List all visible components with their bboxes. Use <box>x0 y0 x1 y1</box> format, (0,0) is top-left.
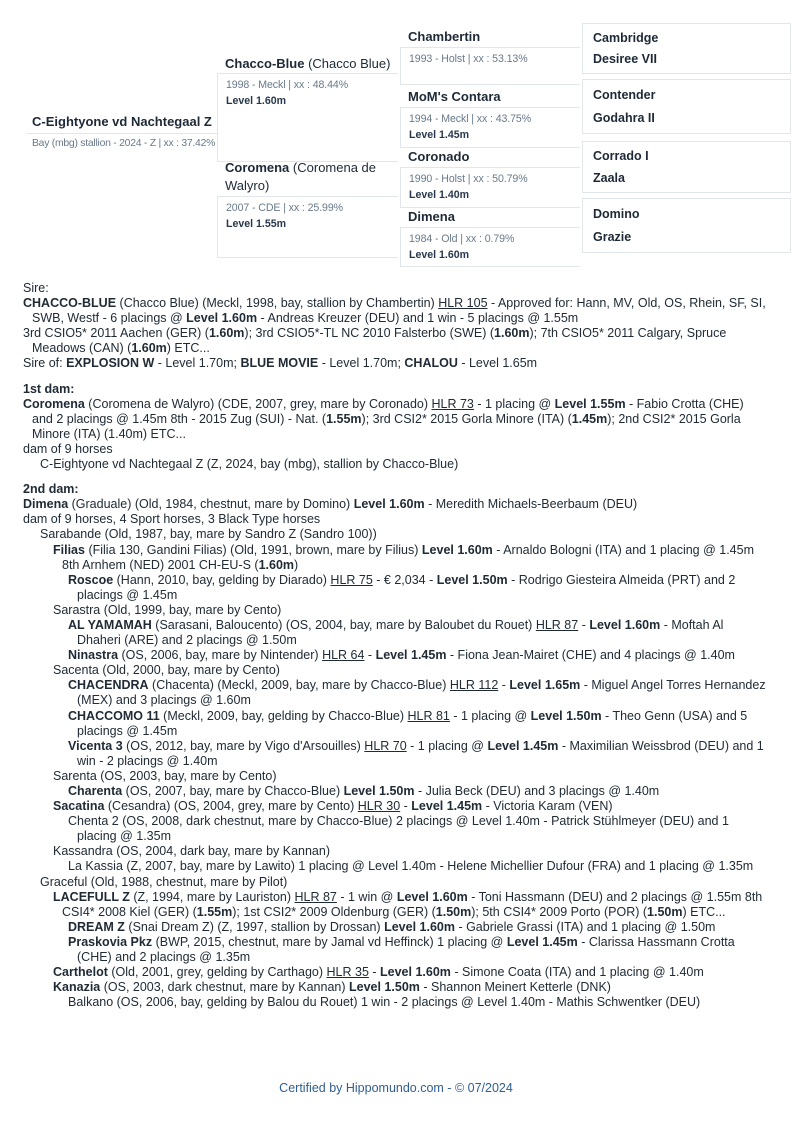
text-segment: (OS, 2012, bay, mare by Vigo d'Arsouilles) <box>122 738 365 753</box>
text-segment: Level 1.50m <box>436 572 508 587</box>
text-segment: - 1 placing @ <box>473 396 555 411</box>
gen3-name-dimena: Dimena <box>408 209 455 224</box>
gen3-info-box-moms-contara <box>400 107 580 148</box>
text-segment: 1.55m <box>196 904 233 919</box>
gen4-box-1 <box>582 23 791 74</box>
text-segment: ) ETC... <box>166 341 210 356</box>
text-section <box>23 382 766 473</box>
text-segment: 1.60m <box>494 326 530 341</box>
hlr-link[interactable]: HLR 105 <box>438 296 488 311</box>
text-segment: Level 1.45m <box>375 648 447 663</box>
text-segment: (Snai Dream Z) (Z, 1997, stallion by Drossan) <box>124 919 385 934</box>
text-segment: Level 1.60m <box>353 497 425 512</box>
hlr-link[interactable]: HLR 75 <box>330 572 373 587</box>
section-heading: 2nd dam: <box>23 482 79 497</box>
text-segment: (Filia 130, Gandini Filias) (Old, 1991, brown, mare by Filius) <box>84 542 422 557</box>
pedigree-text-line <box>23 543 766 573</box>
gen3-info-box-dimena <box>400 227 580 267</box>
pedigree-text-line <box>23 603 766 618</box>
pedigree-text-line <box>23 769 766 784</box>
gen4-box-2 <box>582 79 791 134</box>
pedigree-text-line <box>23 799 766 814</box>
text-segment: - <box>368 965 381 980</box>
pedigree-text-line <box>23 497 766 512</box>
pedigree-text-line <box>23 573 766 603</box>
dam-info: 2007 - CDE | xx : 25.99% <box>226 202 343 214</box>
text-segment: - Julia Beck (DEU) and 3 placings @ 1.40m <box>414 784 660 798</box>
text-segment: (OS, 2006, bay, mare by Nintender) <box>118 648 323 663</box>
text-segment: - Level 1.70m; <box>154 356 241 371</box>
text-segment: 1.60m <box>208 326 245 341</box>
text-segment: Level 1.50m <box>530 708 602 723</box>
text-segment: - Andreas Kreuzer (DEU) and 1 win - 5 placings @ 1.55m <box>257 311 579 326</box>
section-heading: Sire: <box>23 281 49 295</box>
gen3-name-coronado: Coronado <box>408 149 470 164</box>
pedigree-text-line <box>23 859 766 874</box>
text-segment: 3rd CSIO5* 2011 Aachen (GER) ( <box>23 326 209 341</box>
text-segment: - Gabriele Grassi (ITA) and 1 placing @ 1.50m <box>454 919 716 934</box>
section-heading: 1st dam: <box>23 381 75 396</box>
text-segment: - <box>498 678 510 693</box>
pedigree-text-line <box>23 512 766 527</box>
pedigree-text-line <box>23 356 766 371</box>
text-segment: - € 2,034 - <box>372 572 437 587</box>
pedigree-text-line <box>23 296 766 326</box>
text-segment: dam of 9 horses <box>23 441 113 456</box>
text-segment: ); 7th CSIO5* 2011 Calgary, Spruce Meadows (CAN) ( <box>32 326 727 356</box>
text-segment: Sacatina <box>53 799 105 814</box>
pedigree-text-line <box>23 527 766 542</box>
gen3-level: Level 1.60m <box>409 249 470 261</box>
text-segment: - Clarissa Hassmann Crotta (CHE) and 2 placings @ 1.35m <box>77 934 735 965</box>
gen4-box-4 <box>582 198 791 253</box>
text-segment: - Fabio Crotta (CHE) and 2 placings @ 1.45m 8th - 2015 Zug (SUI) - Nat. ( <box>32 396 744 426</box>
text-segment: (Cesandra) (OS, 2004, grey, mare by Cento) <box>104 799 358 814</box>
text-segment: (Coromena de Walyro) (CDE, 2007, grey, mare by Coronado) <box>84 396 432 411</box>
text-segment: Vicenta 3 <box>68 738 123 753</box>
hlr-link[interactable]: HLR 64 <box>322 648 365 663</box>
text-segment: Level 1.60m <box>589 617 661 632</box>
text-segment: BLUE MOVIE <box>240 356 319 371</box>
pedigree-text-line <box>23 397 766 442</box>
text-segment: Level 1.45m <box>506 934 578 949</box>
pedigree-text-line <box>23 920 766 935</box>
pedigree-text-line <box>23 326 766 356</box>
text-segment: ); 1st CSI2* 2009 Oldenburg (GER) ( <box>232 904 436 919</box>
text-segment: - Level 1.70m; <box>318 356 405 371</box>
text-segment: Carthelot <box>53 965 108 980</box>
hlr-link[interactable]: HLR 70 <box>364 738 407 753</box>
text-segment: EXPLOSION W <box>66 356 155 371</box>
text-section <box>23 281 766 372</box>
hlr-link[interactable]: HLR 73 <box>431 396 474 411</box>
hlr-link[interactable]: HLR 112 <box>449 678 499 693</box>
gen4-dam: Godahra II <box>593 110 655 125</box>
gen4-sire: Contender <box>593 88 656 103</box>
text-segment: Charenta <box>68 784 123 798</box>
text-segment: 1.60m <box>131 341 167 356</box>
text-segment: ); 5th CSI4* 2009 Porto (POR) ( <box>471 904 648 919</box>
text-segment: ) <box>294 557 299 572</box>
text-segment: (Chacenta) (Meckl, 2009, bay, mare by Chacco-Blue) <box>148 678 450 693</box>
hlr-link[interactable]: HLR 87 <box>535 617 579 632</box>
text-segment: Level 1.45m <box>487 738 559 753</box>
gen4-sire: Domino <box>593 207 640 222</box>
text-segment: CHACENDRA <box>68 678 149 693</box>
gen3-name-moms-contara: MoM's Contara <box>408 89 501 104</box>
text-segment: - <box>364 648 376 663</box>
text-segment: - Arnaldo Bologni (ITA) and 1 placing @ 1.45m 8th Arnhem (NED) 2001 CH-EU-S ( <box>62 542 755 572</box>
dam-name-main: Coromena <box>225 160 290 175</box>
pedigree-text-line <box>23 663 766 678</box>
text-segment: Sire of: <box>23 356 67 371</box>
pedigree-text-line <box>23 442 766 457</box>
sire-level: Level 1.60m <box>226 95 287 107</box>
sire-name <box>225 55 390 72</box>
pedigree-text-line <box>23 935 766 965</box>
gen4-dam: Zaala <box>593 170 625 185</box>
text-segment: LACEFULL Z <box>53 889 130 904</box>
certification-link[interactable]: Certified by Hippomundo.com - © 07/2024 <box>279 1081 513 1095</box>
text-segment: C-Eightyone vd Nachtegaal Z (Z, 2024, bay (mbg), stallion by Chacco-Blue) <box>40 457 459 472</box>
gen3-info: 1984 - Old | xx : 0.79% <box>409 233 515 245</box>
sire-name-alias: (Chacco Blue) <box>308 56 391 71</box>
text-segment: Coromena <box>23 396 85 411</box>
text-segment: - <box>578 617 590 632</box>
text-segment: Level 1.55m <box>554 396 626 411</box>
text-segment: Level 1.60m <box>380 965 451 980</box>
text-segment: - Shannon Meinert Ketterle (DNK) <box>419 980 611 995</box>
pedigree-chart <box>0 0 792 272</box>
text-segment: CHACCOMO 11 <box>68 708 160 723</box>
pedigree-text-line <box>23 618 766 648</box>
text-segment: Dimena <box>23 497 69 512</box>
gen4-sire: Corrado I <box>593 149 649 164</box>
subject-info-box <box>27 133 217 150</box>
dam-level: Level 1.55m <box>226 218 287 230</box>
pedigree-text-line <box>23 814 766 844</box>
pedigree-text-line <box>23 648 766 663</box>
text-segment: 1.50m <box>435 904 472 919</box>
text-segment: Sarastra (Old, 1999, bay, mare by Cento) <box>53 602 282 617</box>
text-segment: dam of 9 horses, 4 Sport horses, 3 Black Type horses <box>23 512 321 527</box>
dam-name <box>225 159 397 194</box>
text-segment: - 1 placing @ <box>406 738 488 753</box>
pedigree-text-line <box>23 875 766 890</box>
pedigree-text-line <box>23 457 766 472</box>
certification-footer <box>0 1081 792 1095</box>
text-segment: ); 3rd CSI2* 2015 Gorla Minore (ITA) ( <box>361 411 572 426</box>
text-segment: - Approved for: Hann, MV, Old, OS, Rhein, SF, SI, SWB, Westf - 6 placings @ <box>32 296 766 326</box>
text-segment: - Moftah Al Dhaheri (ARE) and 2 placings @ 1.50m <box>77 617 724 648</box>
text-segment: - Simone Coata (ITA) and 1 placing @ 1.40m <box>450 965 704 980</box>
text-segment: La Kassia (Z, 2007, bay, mare by Lawito) 1 placing @ Level 1.40m - Helene Michellier Dufour (FRA) and 1 placing @ 1.35m <box>68 859 754 874</box>
text-segment: (Meckl, 2009, bay, gelding by Chacco-Blue) <box>159 708 408 723</box>
pedigree-text-line <box>23 709 766 739</box>
gen4-dam: Desiree VII <box>593 52 657 66</box>
text-segment: 1.55m <box>326 411 362 426</box>
text-segment: Level 1.60m <box>421 542 493 557</box>
hlr-link[interactable]: HLR 35 <box>326 965 369 980</box>
text-segment: - Theo Genn (USA) and 5 placings @ 1.45m <box>77 708 748 738</box>
pedigree-text-line <box>23 844 766 859</box>
text-segment: (Chacco Blue) (Meckl, 1998, bay, stallion by Chambertin) <box>116 296 439 311</box>
gen4-dam: Grazie <box>593 229 632 244</box>
text-segment: - Rodrigo Giesteira Almeida (PRT) and 2 placings @ 1.45m <box>77 572 736 602</box>
text-segment: (BWP, 2015, chestnut, mare by Jamal vd Heffinck) 1 placing @ <box>152 934 507 949</box>
text-segment: Graceful (Old, 1988, chestnut, mare by Pilot) <box>40 874 288 889</box>
text-segment: ); 2nd CSI2* 2015 Gorla Minore (ITA) (1.40m) ETC... <box>32 411 741 441</box>
pedigree-text-line <box>23 678 766 708</box>
gen3-level: Level 1.40m <box>409 189 470 201</box>
pedigree-text-line <box>23 995 766 1010</box>
text-segment: Sacenta (Old, 2000, bay, mare by Cento) <box>53 663 280 678</box>
text-segment: Kanazia <box>53 980 101 995</box>
text-segment: Filias <box>53 542 85 557</box>
sire-info-box <box>217 73 398 162</box>
gen4-box-3 <box>582 141 791 193</box>
text-segment: - Toni Hassmann (DEU) and 2 placings @ 1.55m 8th CSI4* 2008 Kiel (GER) ( <box>62 889 763 919</box>
text-segment: - Level 1.65m <box>457 356 538 371</box>
text-segment: 1.45m <box>571 411 608 426</box>
text-segment: - Fiona Jean-Mairet (CHE) and 4 placings @ 1.40m <box>446 648 735 663</box>
gen3-info: 1990 - Holst | xx : 50.79% <box>409 173 528 185</box>
text-segment: 1.60m <box>258 557 295 572</box>
text-segment: ) ETC... <box>682 904 726 919</box>
text-segment: Balkano (OS, 2006, bay, gelding by Balou du Rouet) 1 win - 2 placings @ Level 1.40m - Mathis Schwentker (DEU) <box>68 995 701 1010</box>
text-segment: Kassandra (OS, 2004, dark bay, mare by Kannan) <box>53 844 331 859</box>
text-segment: Praskovia Pkz <box>68 934 153 949</box>
text-segment: Chenta 2 (OS, 2008, dark chestnut, mare by Chacco-Blue) 2 placings @ Level 1.40m - Patrick Stühlmeyer (DEU) and 1 placing @ 1.35m <box>68 814 729 844</box>
text-segment: - 1 placing @ <box>449 708 531 723</box>
hlr-link[interactable]: HLR 87 <box>294 889 337 904</box>
text-section <box>23 482 766 1010</box>
text-segment: - 1 win @ <box>336 889 397 904</box>
text-segment: Roscoe <box>68 572 114 587</box>
pedigree-text-line <box>23 965 766 980</box>
text-segment: - <box>400 799 412 814</box>
text-segment: (OS, 2003, dark chestnut, mare by Kannan) <box>100 980 349 995</box>
text-segment: Level 1.50m <box>349 980 420 995</box>
sire-info: 1998 - Meckl | xx : 48.44% <box>226 79 349 91</box>
text-segment: 1.50m <box>647 904 683 919</box>
hlr-link[interactable]: HLR 81 <box>407 708 450 723</box>
text-segment: (Z, 1994, mare by Lauriston) <box>129 889 295 904</box>
gen3-info: 1994 - Meckl | xx : 43.75% <box>409 113 532 125</box>
text-segment: (Sarasani, Baloucento) (OS, 2004, bay, mare by Baloubet du Rouet) <box>151 617 536 632</box>
text-segment: (Old, 2001, grey, gelding by Carthago) <box>107 965 327 980</box>
text-segment: DREAM Z <box>68 919 125 934</box>
text-segment: Level 1.60m <box>384 919 455 934</box>
gen3-info-box-coronado <box>400 167 580 208</box>
gen3-level: Level 1.45m <box>409 129 470 141</box>
subject-info: Bay (mbg) stallion - 2024 - Z | xx : 37.42% <box>32 138 216 149</box>
sire-name-main: Chacco-Blue <box>225 56 305 71</box>
text-segment: Level 1.45m <box>411 799 483 814</box>
gen3-name-chambertin: Chambertin <box>408 29 481 44</box>
text-segment: Sarenta (OS, 2003, bay, mare by Cento) <box>53 768 277 783</box>
pedigree-text-line <box>23 784 766 799</box>
text-segment: Level 1.50m <box>343 784 415 798</box>
dam-info-box <box>217 196 398 258</box>
subject-name: C-Eightyone vd Nachtegaal Z <box>32 114 212 129</box>
text-segment: Level 1.60m <box>186 311 258 326</box>
text-segment: Level 1.65m <box>509 678 581 693</box>
text-segment: CHACCO-BLUE <box>23 296 117 311</box>
text-segment: Ninastra <box>68 648 119 663</box>
pedigree-text-line <box>23 980 766 995</box>
text-segment: (Graduale) (Old, 1984, chestnut, mare by Domino) <box>68 497 354 512</box>
text-segment: ); 3rd CSIO5*-TL NC 2010 Falsterbo (SWE) ( <box>244 326 495 341</box>
text-segment: (Hann, 2010, bay, gelding by Diarado) <box>113 572 331 587</box>
text-segment: (OS, 2007, bay, mare by Chacco-Blue) <box>122 784 344 798</box>
pedigree-text-line <box>23 739 766 769</box>
gen4-sire: Cambridge <box>593 31 659 45</box>
pedigree-details <box>0 281 792 1010</box>
pedigree-text-line <box>23 890 766 920</box>
gen3-info-box-chambertin <box>400 47 580 85</box>
text-segment: Sarabande (Old, 1987, bay, mare by Sandro Z (Sandro 100)) <box>40 527 377 542</box>
dam-name-alias: (Coromena de Walyro) <box>225 160 377 193</box>
text-segment: Level 1.60m <box>396 889 468 904</box>
gen3-info: 1993 - Holst | xx : 53.13% <box>409 53 528 65</box>
text-segment: - Miguel Angel Torres Hernandez (MEX) and 3 placings @ 1.60m <box>77 678 766 708</box>
hlr-link[interactable]: HLR 30 <box>357 799 401 814</box>
text-segment: CHALOU <box>404 356 458 371</box>
text-segment: - Victoria Karam (VEN) <box>482 799 613 814</box>
text-segment: - Maximilian Weissbrod (DEU) and 1 win - 2 placings @ 1.40m <box>77 738 764 768</box>
text-segment: AL YAMAMAH <box>68 617 152 632</box>
text-segment: - Meredith Michaels-Beerbaum (DEU) <box>424 497 638 512</box>
